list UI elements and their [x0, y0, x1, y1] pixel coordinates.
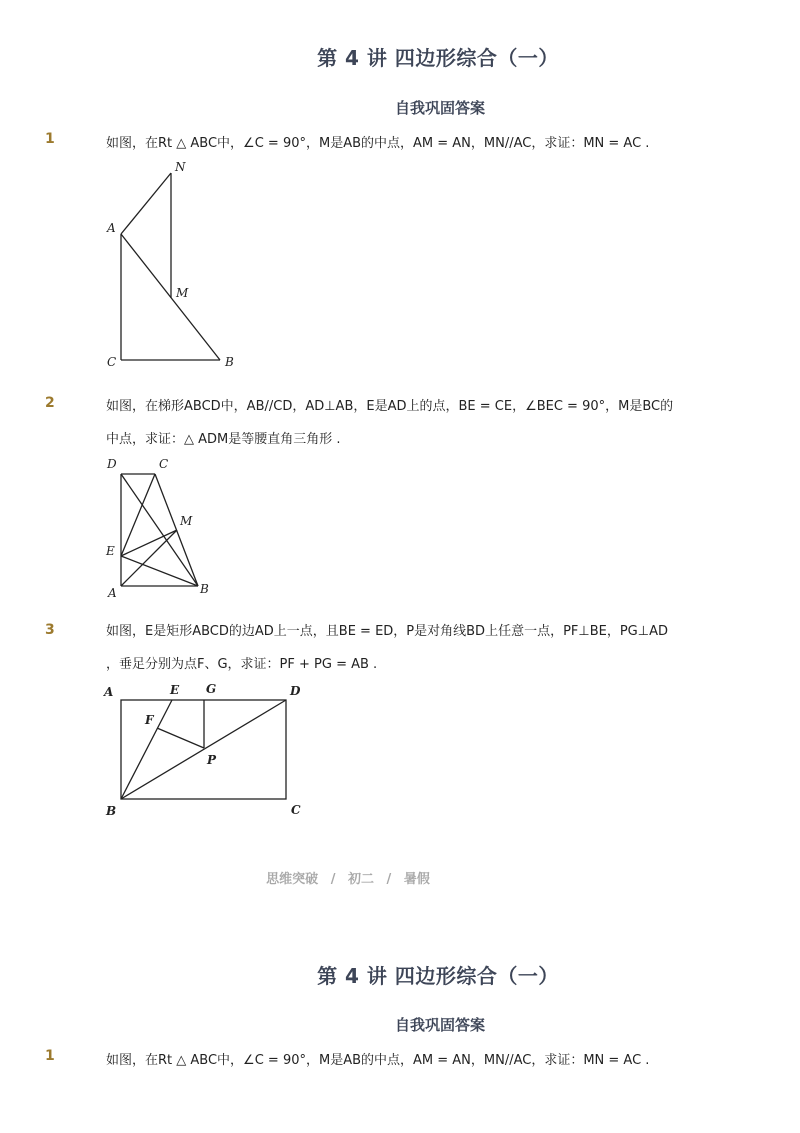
footer-separator: /: [330, 872, 336, 887]
footer-separator: /: [386, 872, 392, 887]
label-E: E: [106, 544, 115, 558]
label-D: D: [290, 684, 301, 698]
label-P: P: [207, 753, 217, 767]
label-B: B: [225, 355, 234, 369]
label-E: E: [170, 683, 180, 697]
page-title: 第 4 讲 四边形综合（一）: [317, 964, 559, 988]
question-text: 如图，在Rt △ ABC中，∠C = 90°，M是AB的中点，AM = AN，MN//AC，求证：MN = AC .: [106, 136, 650, 151]
question-number: 3: [45, 622, 55, 638]
question-text: ，垂足分别为点F、G，求证：PF + PG = AB .: [106, 657, 378, 672]
label-B: B: [200, 582, 209, 596]
question-number: 1: [45, 131, 55, 147]
label-A: A: [104, 685, 114, 699]
label-M: M: [176, 286, 189, 300]
label-D: D: [107, 457, 117, 471]
label-M: M: [180, 514, 193, 528]
label-N: N: [175, 160, 186, 174]
footer-term: 暑假: [403, 872, 430, 887]
footer-grade: 初二: [347, 872, 374, 887]
label-A: A: [107, 221, 116, 235]
label-C: C: [291, 803, 301, 817]
question-text: 如图，在梯形ABCD中，AB//CD，AD⊥AB，E是AD上的点，BE = CE，∠BEC = 90°，M是BC的: [106, 399, 674, 414]
question-text: 如图，E是矩形ABCD的边AD上一点，且BE = ED，P是对角线BD上任意一点，PF⊥BE，PG⊥AD: [106, 624, 668, 639]
section-title: 自我巩固答案: [394, 1016, 485, 1034]
page-footer: [0, 868, 696, 887]
footer-subject: 思维突破: [266, 872, 319, 887]
label-A: A: [108, 586, 117, 600]
section-title: 自我巩固答案: [394, 99, 485, 117]
label-F: F: [145, 713, 154, 727]
question-text: 中点，求证：△ ADM是等腰直角三角形 .: [106, 432, 341, 447]
page-title: 第 4 讲 四边形综合（一）: [317, 46, 559, 70]
label-G: G: [206, 682, 217, 696]
question-number: 1: [45, 1048, 55, 1064]
label-C: C: [159, 457, 169, 471]
question-text: 如图，在Rt △ ABC中，∠C = 90°，M是AB的中点，AM = AN，MN//AC，求证：MN = AC .: [106, 1053, 650, 1068]
question-number: 2: [45, 395, 55, 411]
label-C: C: [107, 355, 117, 369]
label-B: B: [106, 804, 117, 818]
